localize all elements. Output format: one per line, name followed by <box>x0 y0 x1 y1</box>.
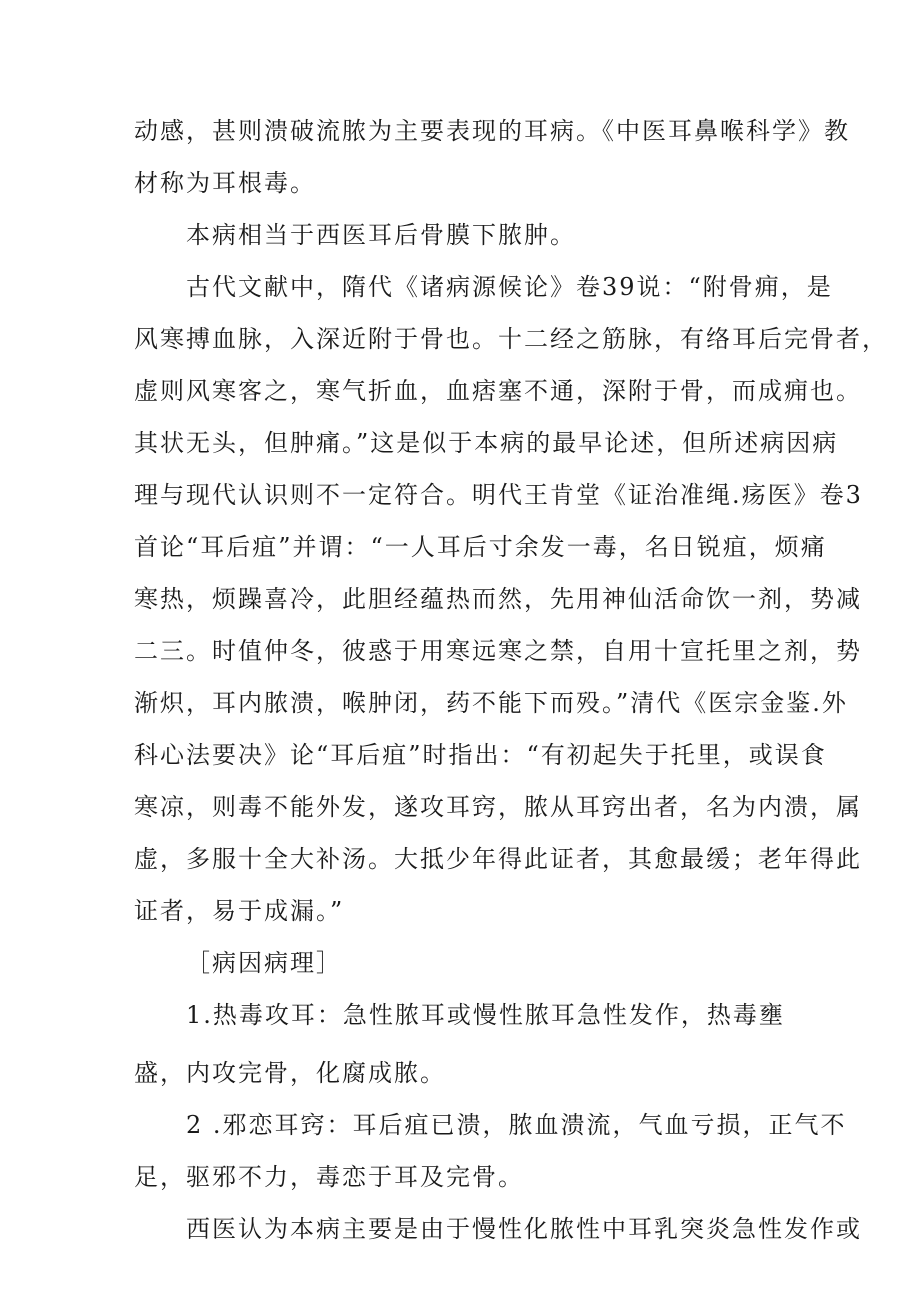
text-line: 材称为耳根毒。 <box>134 169 316 197</box>
paragraph-start-line: 西医认为本病主要是由于慢性化脓性中耳乳突炎急性发作或 <box>186 1215 862 1243</box>
text-line: 渐炽，耳内脓溃，喉肿闭，药不能下而殁。”清代《医宗金鉴.外 <box>134 689 848 717</box>
text-line: 其状无头，但肿痛。”这是似于本病的最早论述，但所述病因病 <box>134 429 839 457</box>
list-item-2-continuation: 足，驱邪不力，毒恋于耳及完骨。 <box>134 1163 524 1191</box>
text-line: 二三。时值仲冬，彼惑于用寒远寒之禁，自用十宣托里之剂，势 <box>134 637 862 665</box>
paragraph-start-line: 本病相当于西医耳后骨膜下脓肿。 <box>186 221 576 249</box>
text-line: 虚，多服十全大补汤。大抵少年得此证者，其愈最缓；老年得此 <box>134 845 862 873</box>
text-line: 理与现代认识则不一定符合。明代王肯堂《证治准绳.疡医》卷3 <box>134 481 863 509</box>
text-line: 风寒搏血脉，入深近附于骨也。十二经之筋脉，有络耳后完骨者， <box>134 325 888 353</box>
list-item-1: 1.热毒攻耳：急性脓耳或慢性脓耳急性发作，热毒壅 <box>186 1001 785 1029</box>
text-line: 虚则风寒客之，寒气折血，血痞塞不通，深附于骨，而成痈也。 <box>134 377 862 405</box>
text-line: 寒凉，则毒不能外发，遂攻耳窍，脓从耳窍出者，名为内溃，属 <box>134 793 862 821</box>
list-item-1-continuation: 盛，内攻完骨，化腐成脓。 <box>134 1059 446 1087</box>
section-heading: ［病因病理］ <box>186 949 342 977</box>
text-line: 寒热，烦躁喜冷，此胆经蕴热而然，先用神仙活命饮一剂，势减 <box>134 585 862 613</box>
text-line: 证者，易于成漏。” <box>134 897 345 925</box>
text-line: 首论“耳后疽”并谓：“一人耳后寸余发一毒，名日锐疽，烦痛 <box>134 533 827 561</box>
text-line: 动感，甚则溃破流脓为主要表现的耳病。《中医耳鼻喉科学》教 <box>134 117 850 145</box>
paragraph-start-line: 古代文献中，隋代《诸病源候论》卷39说：“附骨痈，是 <box>186 273 833 301</box>
text-line: 科心法要决》论“耳后疽”时指出：“有初起失于托里，或误食 <box>134 741 827 769</box>
list-item-2: 2 .邪恋耳窍：耳后疽已溃，脓血溃流，气血亏损，正气不 <box>186 1111 847 1139</box>
